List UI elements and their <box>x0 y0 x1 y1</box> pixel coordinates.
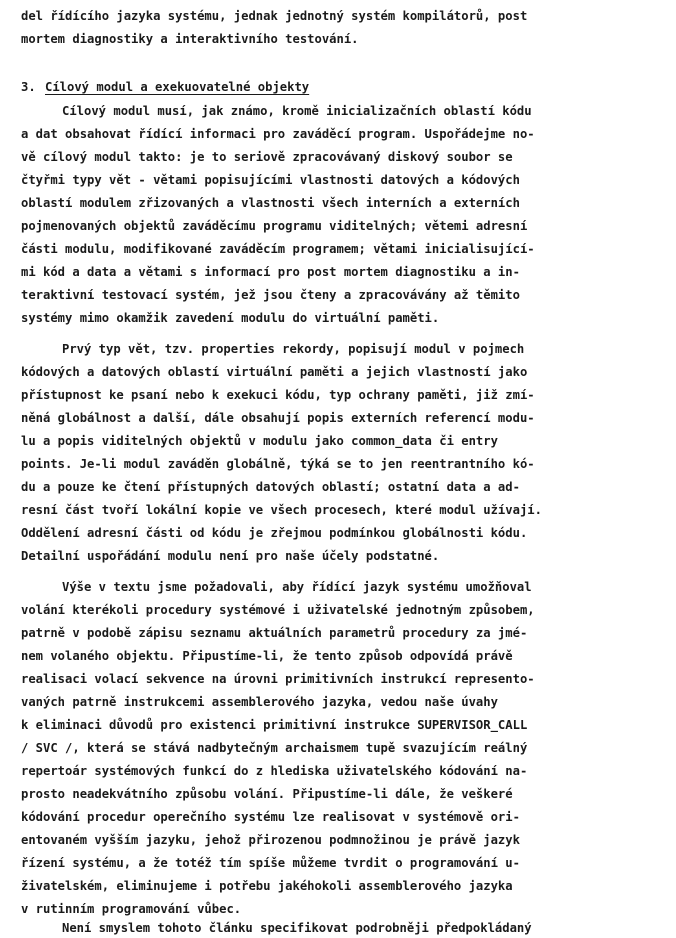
text-line: Výše v textu jsme požadovali, aby řídící jazyk systému umožňoval <box>62 580 532 594</box>
text-line: nem volaného objektu. Připustíme-li, že tento způsob odpovídá právě <box>21 649 513 663</box>
text-line: Není smyslem tohoto článku specifikovat podrobněji předpokládaný <box>62 921 532 935</box>
text-line: Oddělení adresní části od kódu je zřejmou podmínkou globálnosti kódu. <box>21 526 528 540</box>
text-line: / SVC /, která se stává nadbytečným archaismem tupě svazujícím reálný <box>21 741 528 755</box>
text-line: Prvý typ vět, tzv. properties rekordy, popisují modul v pojmech <box>62 342 525 356</box>
text-line: něná globálnost a další, dále obsahují popis externích referencí modu- <box>21 411 535 425</box>
text-line: resní část tvoří lokální kopie ve všech procesech, které modul užívají. <box>21 503 542 517</box>
text-line: du a pouze ke čtení přístupných datových oblastí; ostatní data a ad- <box>21 480 520 494</box>
text-line: systémy mimo okamžik zavedení modulu do virtuální paměti. <box>21 311 440 325</box>
text-line: vaných patrně instrukcemi assemblerového jazyka, vedou naše úvahy <box>21 695 498 709</box>
text-line: pojmenovaných objektů zaváděcímu programu viditelných; větemi adresní <box>21 219 528 233</box>
text-line: čtyřmi typy vět - větami popisujícími vlastnosti datových a kódových <box>21 173 520 187</box>
text-line: řízení systému, a že totéž tím spíše můžeme tvrdit o programování u- <box>21 856 520 870</box>
section-number: 3. <box>21 80 36 94</box>
text-line: a dat obsahovat řídící informaci pro zaváděcí program. Uspořádejme no- <box>21 127 535 141</box>
text-line: volání kterékoli procedury systémové i uživatelské jednotným způsobem, <box>21 603 535 617</box>
text-line: přístupnost ke psaní nebo k exekuci kódu, typ ochrany paměti, již zmí- <box>21 388 535 402</box>
text-line: teraktivní testovací systém, jež jsou čteny a zpracovávány až těmito <box>21 288 520 302</box>
text-line: entovaném vyšším jazyku, jehož přirozenou podmnožinou je právě jazyk <box>21 833 520 847</box>
text-line: Detailní uspořádání modulu není pro naše účely podstatné. <box>21 549 440 563</box>
text-line: points. Je-li modul zaváděn globálně, týká se to jen reentrantního kó- <box>21 457 535 471</box>
text-line: kódování procedur operečního systému lze realisovat v systémově ori- <box>21 810 520 824</box>
text-line: del řídícího jazyka systému, jednak jednotný systém kompilátorů, post <box>21 9 528 23</box>
text-line: realisaci volací sekvence na úrovni primitivních instrukcí represento- <box>21 672 535 686</box>
text-line: části modulu, modifikované zaváděcím programem; větami inicialisující- <box>21 242 535 256</box>
text-line: kódových a datových oblastí virtuální paměti a jejich vlastností jako <box>21 365 528 379</box>
text-line: k eliminaci důvodů pro existenci primitivní instrukce SUPERVISOR_CALL <box>21 718 528 732</box>
text-line: lu a popis viditelných objektů v modulu jako common_data či entry <box>21 434 498 448</box>
text-line: živatelském, eliminujeme i potřebu jakéhokoli assemblerového jazyka <box>21 879 513 893</box>
text-line: patrně v podobě zápisu seznamu aktuálních parametrů procedury za jmé- <box>21 626 528 640</box>
text-line: v rutinním programování vůbec. <box>21 902 242 916</box>
text-line: repertoár systémových funkcí do z hlediska uživatelského kódování na- <box>21 764 528 778</box>
text-line: oblastí modulem zřizovaných a vlastnosti všech interních a externích <box>21 196 520 210</box>
text-line: vě cílový modul takto: je to seriově zpracovávaný diskový soubor se <box>21 150 513 164</box>
text-line: prosto neadekvátního způsobu volání. Připustíme-li dále, že veškeré <box>21 787 513 801</box>
text-line: mortem diagnostiky a interaktivního testování. <box>21 32 359 46</box>
section-title: Cílový modul a exekuovatelné objekty <box>45 80 310 94</box>
text-line: mi kód a data a větami s informací pro post mortem diagnostiku a in- <box>21 265 520 279</box>
text-line: Cílový modul musí, jak známo, kromě inicializačních oblastí kódu <box>62 104 532 118</box>
